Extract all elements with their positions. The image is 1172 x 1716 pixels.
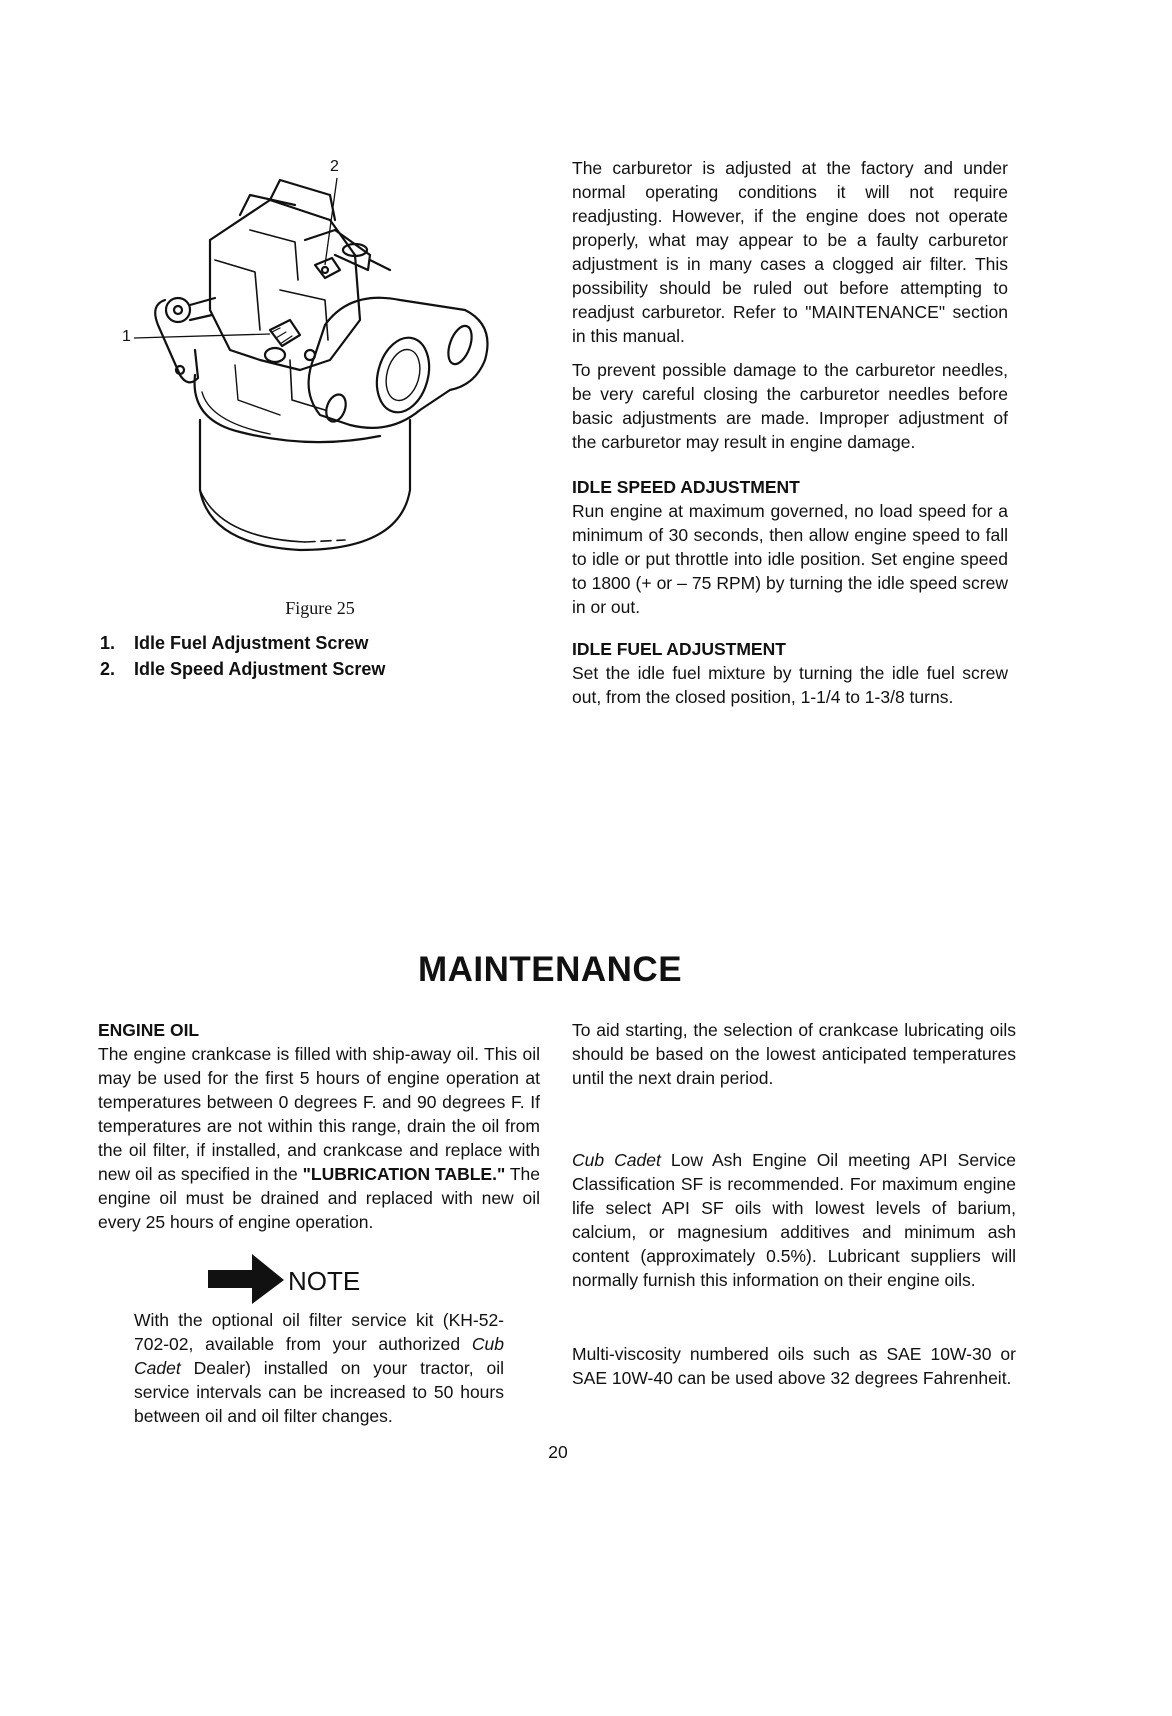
legend-item-label: Idle Fuel Adjustment Screw xyxy=(134,633,369,653)
carburetor-warning-paragraph: To prevent possible damage to the carburetor needles, be very careful closing the carburetor needles before basic adjustments are made. Improper adjustment of the carburetor may result in engine damage. xyxy=(572,360,1008,452)
low-ash-brand-name: Cub Cadet xyxy=(572,1150,661,1170)
maintenance-title: MAINTENANCE xyxy=(417,950,683,989)
note-paragraph xyxy=(134,1308,504,1428)
note-text-end: Dealer) installed on your tractor, oil service intervals can be increased to 50 hours between oil and oil filter changes. xyxy=(134,1358,504,1426)
callout-1-label: 1 xyxy=(122,328,131,345)
idle-fuel-heading: IDLE FUEL ADJUSTMENT xyxy=(572,639,786,659)
note-text-start: With the optional oil filter service kit (KH-52-702-02, available from your authorized xyxy=(134,1310,504,1354)
lubrication-table-reference: "LUBRICATION TABLE." xyxy=(302,1164,506,1184)
note-label: NOTE xyxy=(288,1266,361,1296)
engine-oil-heading: ENGINE OIL xyxy=(98,1020,200,1040)
oil-selection-paragraph: To aid starting, the selection of crankcase lubricating oils should be based on the lowest anticipated temperatures until the next drain period. xyxy=(572,1020,1016,1088)
engine-oil-text-end: The engine oil must be drained and replaced with new oil every 25 hours of engine operation. xyxy=(98,1164,541,1232)
carburetor-intro-paragraph: The carburetor is adjusted at the factory and under normal operating conditions it will not require readjusting. However, if the engine does not operate properly, what may appear to be a faulty carburetor adjustment is in many cases a clogged air filter. This possibility should be ruled out before attempting to readjust carburetor. Refer to "MAINTENANCE" section in this manual. xyxy=(572,158,1008,346)
legend-item xyxy=(100,656,520,682)
engine-oil-column xyxy=(98,1018,540,1234)
idle-speed-paragraph: Run engine at maximum governed, no load speed for a minimum of 30 seconds, then allow engine speed to fall to idle or put throttle into idle position. Set engine speed to 1800 (+ or – 75 RPM) by turning the idle speed screw in or out. xyxy=(572,501,1008,617)
note-box xyxy=(134,1308,504,1428)
legend-item-label: Idle Speed Adjustment Screw xyxy=(134,659,386,679)
note-callout xyxy=(206,1252,406,1312)
legend-item-number: 1. xyxy=(100,633,116,653)
low-ash-oil-paragraph xyxy=(572,1148,1016,1292)
idle-speed-heading: IDLE SPEED ADJUSTMENT xyxy=(572,477,800,497)
figure-caption: Figure 25 xyxy=(285,598,355,618)
oil-selection-column xyxy=(572,1018,1016,1390)
note-arrow-icon xyxy=(206,1252,286,1306)
carburetor-illustration xyxy=(120,160,540,590)
figure-legend xyxy=(100,630,520,682)
legend-item xyxy=(100,630,520,656)
engine-oil-paragraph xyxy=(98,1042,540,1234)
page-number: 20 xyxy=(548,1442,568,1462)
multi-viscosity-paragraph: Multi-viscosity numbered oils such as SAE 10W-30 or SAE 10W-40 can be used above 32 degrees Fahrenheit. xyxy=(572,1344,1016,1388)
engine-oil-text-start: The engine crankcase is filled with ship-away oil. This oil may be used for the first 5 hours of engine operation at temperatures between 0 degrees F. and 90 degrees F. If temperatures are not within this range, drain the oil from the oil filter, if installed, and crankcase and replace with new oil as specified in the xyxy=(98,1044,540,1184)
callout-2-label: 2 xyxy=(330,158,339,175)
low-ash-oil-text: Low Ash Engine Oil meeting API Service Classification SF is recommended. For maximum engine life select API SF oils with lowest levels of barium, calcium, or magnesium additives and minimum ash content (approximately 0.5%). Lubricant suppliers will normally furnish this information on their engine oils. xyxy=(572,1150,1016,1290)
idle-fuel-paragraph: Set the idle fuel mixture by turning the idle fuel screw out, from the closed position, 1-1/4 to 1-3/8 turns. xyxy=(572,663,1008,707)
carburetor-adjustment-column xyxy=(572,156,1008,709)
legend-item-number: 2. xyxy=(100,659,116,679)
note-brand-name: Cub Cadet xyxy=(134,1334,504,1378)
